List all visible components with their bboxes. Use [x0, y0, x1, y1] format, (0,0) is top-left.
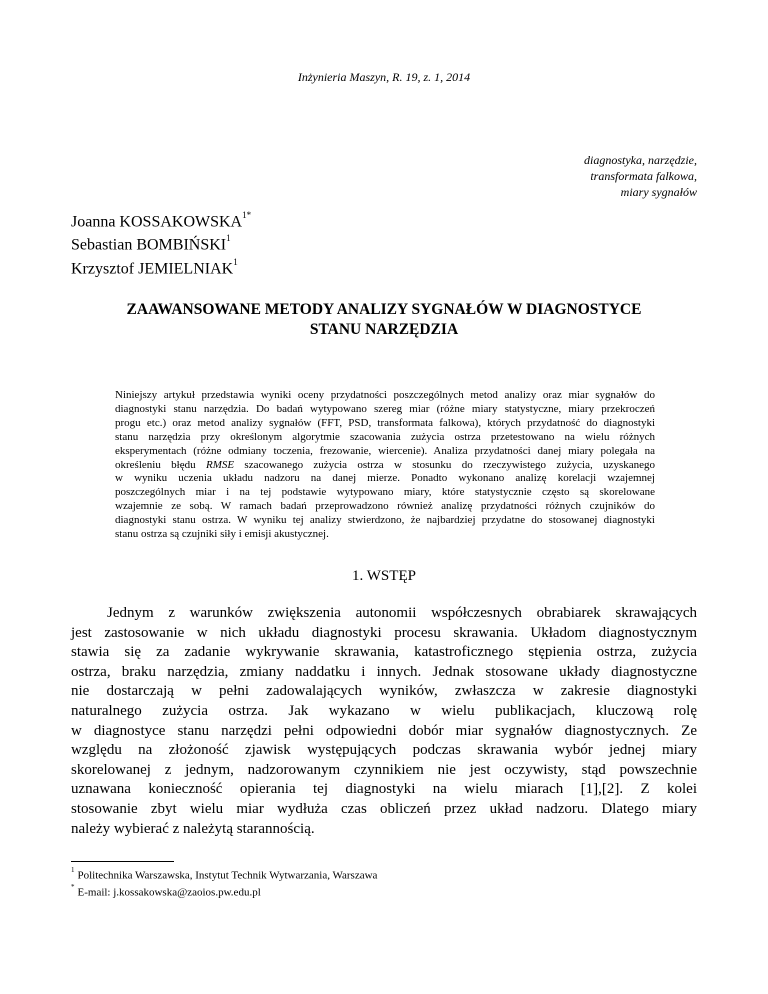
body-line: skorelowanej z jednym, nadzorowanym czynnikiem nie jest oczywisty, stąd powszechnie — [71, 761, 697, 778]
paper-title — [71, 300, 697, 340]
abstract-line: w wyniku uczenia układu nadzoru na danej mierze. Ponadto wykonano analizę korelacji wzajemnej — [115, 472, 655, 485]
keyword-line: transformata falkowa, — [590, 169, 697, 183]
title-line: ZAAWANSOWANE METODY ANALIZY SYGNAŁÓW W DIAGNOSTYCE — [126, 301, 642, 318]
keyword-line: miary sygnałów — [620, 185, 697, 199]
footnote — [71, 866, 377, 883]
abstract — [115, 389, 655, 542]
body-line: stosowanie zbyt wielu miar wydłuża czas obliczeń przez układ nadzoru. Dlatego miary — [71, 800, 697, 817]
abstract-line: diagnostyki stanu narzędzia. Do badań wytypowano szereg miar (różne miary statystyczne, miary przekroczeń — [115, 402, 655, 415]
footnote-text: E-mail: j.kossakowska@zaoios.pw.edu.pl — [77, 886, 261, 899]
author-affiliation-mark: 1* — [242, 210, 252, 220]
body-line: ostrza, braku narzędzia, zmiany naddatku i innych. Jednak stosowane układy diagnostyczne — [71, 663, 697, 680]
abstract-line: poszczególnych miar i na tej podstawie wytypowano miary, które statystycznie często są skorelowane — [115, 486, 655, 499]
author — [71, 255, 251, 278]
keywords — [477, 152, 697, 200]
body-line: naturalnego zużycia ostrza. Jak wykazano w wielu publikacjach, kluczową rolę — [71, 702, 697, 719]
body-paragraph — [71, 604, 697, 839]
author — [71, 231, 251, 254]
abstract-line: stanu narzędzia przy określonym algorytmie szacowania zużycia ostrza przetestowano na wielu różnych — [115, 430, 655, 443]
title-line: STANU NARZĘDZIA — [309, 321, 459, 338]
footnote-divider — [71, 861, 174, 862]
journal-header: Inżynieria Maszyn, R. 19, z. 1, 2014 — [297, 70, 471, 84]
abstract-line: eksperymentach (różne odmiany toczenia, frezowanie, wiercenie). Analiza przydatności danej miary polegała na — [115, 444, 655, 457]
section-heading: 1. WSTĘP — [352, 568, 416, 584]
body-line: względu na złożoność zjawisk występujących podczas skrawania wybór jednej miary — [71, 742, 697, 759]
author-name: Joanna KOSSAKOWSKA — [71, 213, 243, 231]
body-line: stawia się za zadanie wykrywanie skrawania, katastroficznego stępienia ostrza, zużycia — [71, 644, 697, 661]
author-name: Krzysztof JEMIELNIAK — [71, 259, 234, 277]
author-affiliation-mark: 1 — [226, 233, 231, 244]
body-line: należy wybierać z należytą starannością. — [71, 820, 315, 837]
author — [71, 208, 251, 231]
footnote-text: Politechnika Warszawska, Instytut Technik Wytwarzania, Warszawa — [77, 869, 378, 882]
body-line: w diagnostyce stanu narzędzi pełni odpowiedni dobór miar sygnałów diagnostycznych. Ze — [71, 722, 697, 739]
body-line: uznawana konieczność opierania tej diagnostyki na wielu miarach [1],[2]. Z kolei — [71, 781, 697, 798]
author-list — [71, 208, 251, 278]
footnote-mark: 1 — [71, 866, 75, 874]
footnotes — [71, 866, 377, 899]
footnote-mark: * — [71, 882, 75, 891]
body-line: jest zastosowanie w nich układu diagnostyki procesu skrawania. Układom diagnostycznym — [71, 624, 697, 641]
author-name: Sebastian BOMBIŃSKI — [71, 236, 227, 254]
abstract-line: progu etc.) oraz metod analizy sygnałów (FFT, PSD, transformata falkowa), których przydatność do diagnostyki — [115, 416, 655, 429]
footnote — [71, 883, 377, 900]
abstract-line: określeniu błędu RMSE szacowanego zużycia ostrza w stosunku do rzeczywistego zużycia, uzyskanego — [115, 458, 655, 471]
abstract-line: diagnostyki stanu ostrza. W wyniku tej analizy stwierdzono, że najbardziej przydatne do stosowanej diagnostyki — [115, 514, 655, 527]
body-line: Jednym z warunków zwiększenia autonomii współczesnych obrabiarek skrawających — [107, 605, 697, 621]
body-line: nie dostarczają w pełni zadowalających wyników, zwłaszcza w zakresie diagnostyki — [71, 683, 697, 700]
abstract-line: wzajemnie ze sobą. W ramach badań przeprowadzono również analizę przydatności różnych czujników do — [115, 500, 655, 513]
abstract-line: stanu ostrza są czujniki siły i emisji akustycznej. — [115, 528, 329, 541]
abstract-line: Niniejszy artykuł przedstawia wyniki oceny przydatności poszczególnych metod analizy oraz miar sygnałów do — [115, 389, 655, 401]
keyword-line: diagnostyka, narzędzie, — [584, 153, 697, 167]
author-affiliation-mark: 1 — [233, 256, 238, 267]
